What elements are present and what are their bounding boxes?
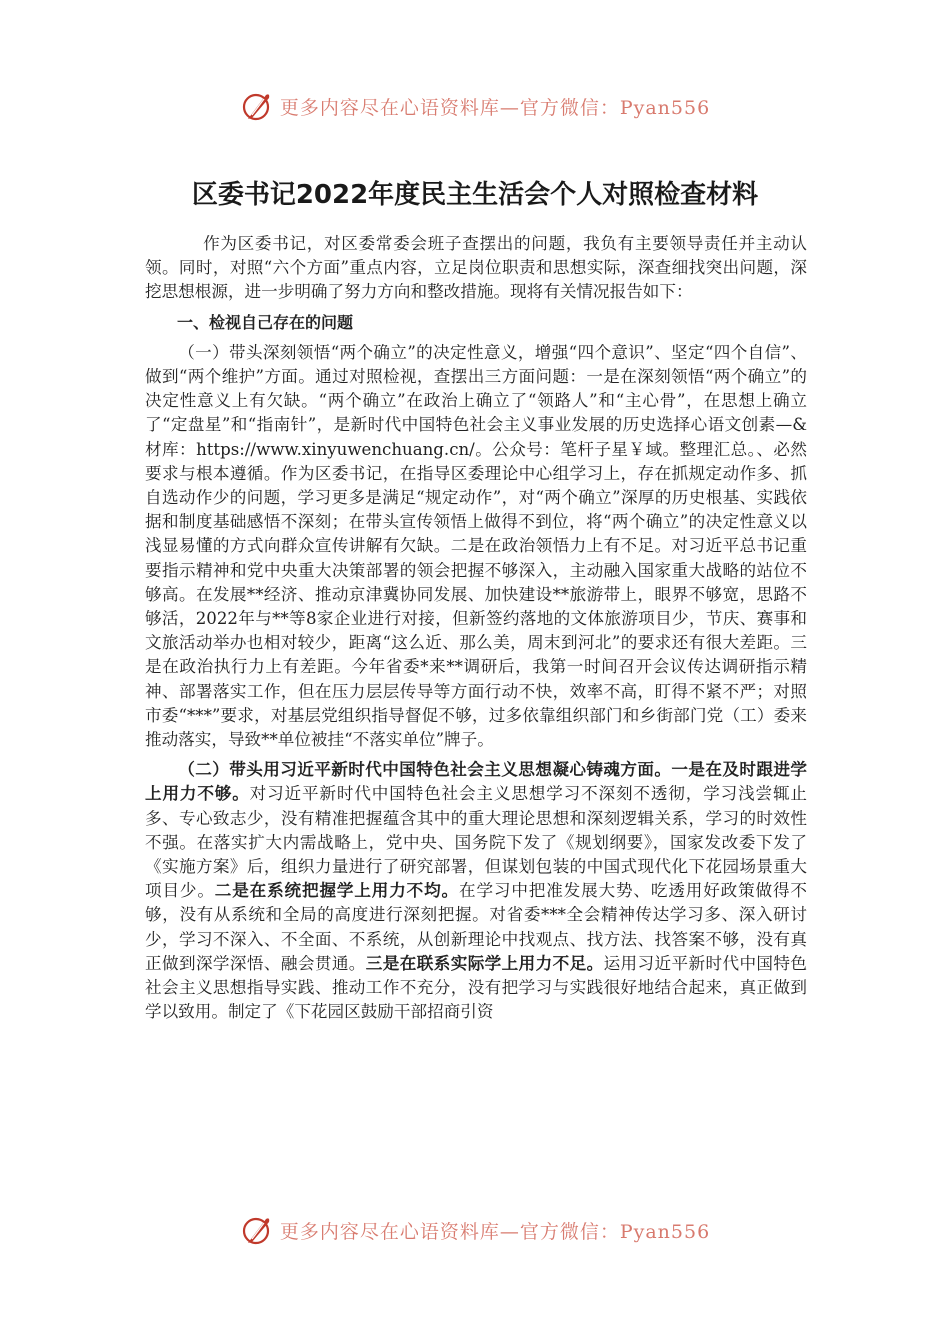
paragraph-2-text-1: 对习近平新时代中国特色社会主义思想学习不深刻不透彻，学习浅尝辄止多、专心致志少，没有精准把握蕴含其中的重大理论思想和深刻逻辑关系，学习的时效性不强。在落实扩大内需战略上，党中央、国务院下发了《规划纲要》，国家发改委下发了《实施方案》后，组织力量进行了研究部署，但谋划包装的中国式现代化下花园场景重大项目少。 xyxy=(145,784,808,901)
intro-paragraph: 作为区委书记，对区委常委会班子查摆出的问题，我负有主要领导责任并主动认领。同时，对照“六个方面”重点内容，立足岗位职责和思想实际，深查细找突出问题，深挖思想根源，进一步明确了努力方向和整改措施。现将有关情况报告如下： xyxy=(145,234,807,302)
watermark-banner-top xyxy=(0,86,950,126)
document-title: 区委书记2022年度民主生活会个人对照检查材料 xyxy=(191,180,759,210)
watermark-banner-bottom xyxy=(0,1210,950,1250)
paragraph-2-point-3: 三是在联系实际学上用力不足。 xyxy=(365,953,604,973)
section-heading: 一、检视自己存在的问题 xyxy=(177,312,354,332)
watermark-text: 更多内容尽在心语资料库—官方微信：Pyan556 xyxy=(279,96,711,119)
paragraph-2-heading: （二）带头用习近平新时代中国特色社会主义思想凝心铸魂方面。一是在及时跟进学上用力不够。 xyxy=(145,760,807,804)
quill-pen-logo-icon xyxy=(240,89,274,123)
paragraph-2-text-2: 在学习中把准发展大势、吃透用好政策做得不够，没有从系统和全局的高度进行深刻把握。对省委***全会精神传达学习多、深入研讨少，学习不深入、不全面、不系统，从创新理论中找观点、找方法、找答案不够，没有真正做到深学深悟、融会贯通。 xyxy=(145,881,808,973)
paragraph-2-text-3: 运用习近平新时代中国特色社会主义思想指导实践、推动工作不充分，没有把学习与实践很好地结合起来，真正做到学以致用。制定了《下花园区鼓励干部招商引资 xyxy=(145,953,807,1022)
quill-pen-logo-icon xyxy=(240,1213,274,1247)
body-paragraph-1: （一）带头深刻领悟“两个确立”的决定性意义，增强“四个意识”、坚定“四个自信”、做到“两个维护”方面。通过对照检视，查摆出三方面问题：一是在深刻领悟“两个确立”的决定性意义上有欠缺。“两个确立”在政治上确立了“领路人”和“主心骨”，在思想上确立了“定盘星”和“指南针”，是新时代中国特色社会主义事业发展的历史选择心语文创素—&材库：https://www.xinyuwenchuang.cn/。公众号：笔杆子星￥域。整理汇总。、必然要求与根本遵循。作为区委书记，在指导区委理论中心组学习上，存在抓规定动作多、抓自选动作少的问题，学习更多是满足“规定动作”，对“两个确立”深厚的历史根基、实践依据和制度基础感悟不深刻；在带头宣传领悟上做得不到位，将“两个确立”的决定性意义以浅显易懂的方式向群众宣传讲解有欠缺。二是在政治领悟力上有不足。对习近平总书记重要指示精神和党中央重大决策部署的领会把握不够深入，主动融入国家重大战略的站位不够高。在发展**经济、推动京津冀协同发展、加快建设**旅游带上，眼界不够宽，思路不够活，2022年与**等8家企业进行对接，但新签约落地的文体旅游项目少，节庆、赛事和文旅活动举办也相对较少，距离“这么近、那么美，周末到河北”的要求还有很大差距。三是在政治执行力上有差距。今年省委*来**调研后，我第一时间召开会议传达调研指示精神、部署落实工作，但在压力层层传导等方面行动不快，效率不高，盯得不紧不严；对照市委“***”要求，对基层党组织指导督促不够，过多依靠组织部门和乡街部门党（工）委来推动落实，导致**单位被挂“不落实单位”牌子。 xyxy=(145,342,807,750)
body-paragraph-2 xyxy=(145,758,807,1024)
watermark-text: 更多内容尽在心语资料库—官方微信：Pyan556 xyxy=(279,1220,711,1243)
paragraph-2-point-2: 二是在系统把握学上用力不均。 xyxy=(214,881,459,901)
document-body xyxy=(145,232,807,1025)
